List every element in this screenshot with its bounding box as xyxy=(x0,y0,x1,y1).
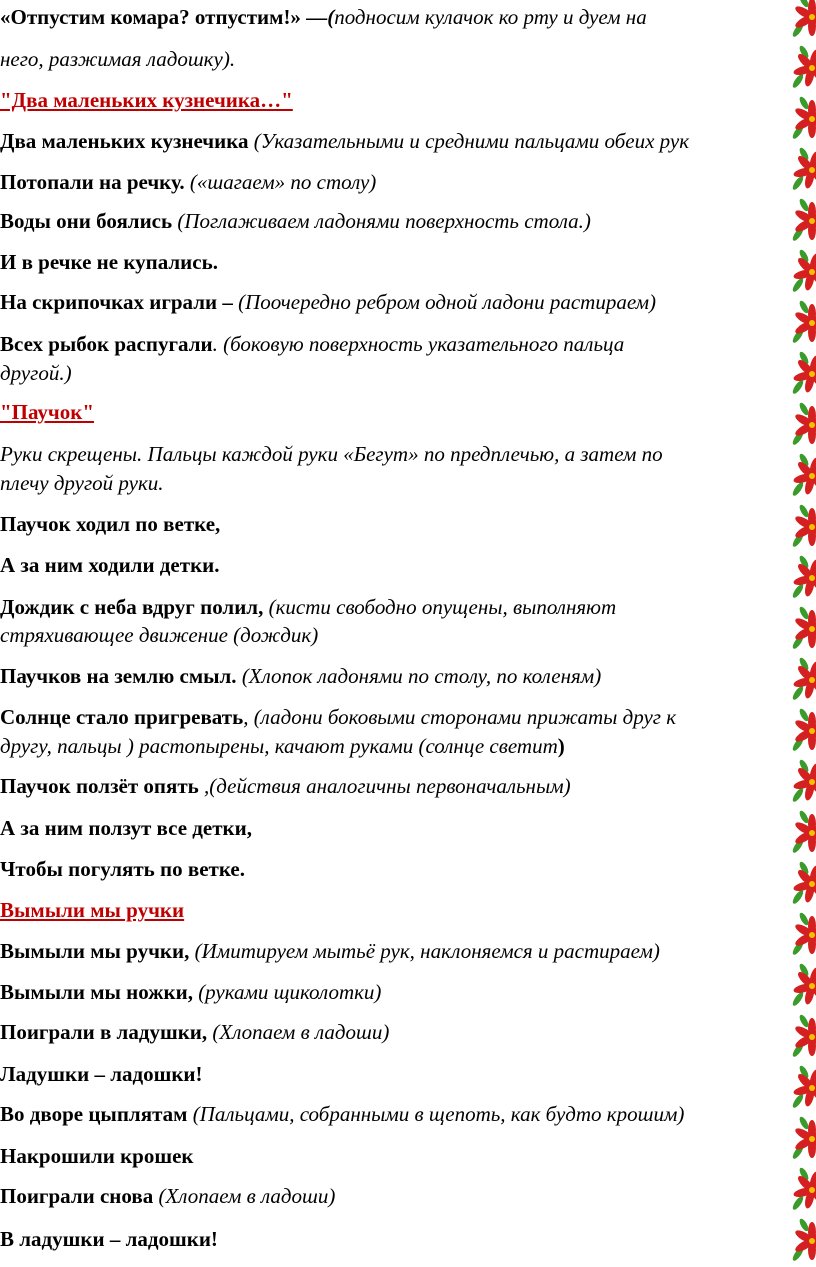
l3 xyxy=(0,167,800,197)
text-segment: А за ним ходили детки. xyxy=(0,553,220,577)
l16 xyxy=(0,854,800,884)
text-segment: И в речке не купались. xyxy=(0,250,218,274)
poinsettia-flower-icon xyxy=(790,1063,816,1113)
text-segment: «Отпустим комара? отпустим!» — xyxy=(0,5,328,29)
l20 xyxy=(0,1059,800,1089)
text-segment: В ладушки – ладошки! xyxy=(0,1227,218,1251)
text-segment: Паучков на землю смыл. xyxy=(0,664,242,688)
l1b xyxy=(0,44,800,74)
text-segment: Вымыли мы ручки xyxy=(0,898,185,922)
text-segment: Воды они боялись xyxy=(0,209,178,233)
text-segment: ( xyxy=(327,5,335,29)
poinsettia-flower-icon xyxy=(790,706,816,756)
l7a xyxy=(0,329,800,359)
text-segment: Поиграли снова xyxy=(0,1184,159,1208)
text-segment: (руками щиколотки) xyxy=(198,980,382,1004)
poinsettia-flower-icon xyxy=(790,910,816,960)
l22 xyxy=(0,1141,800,1171)
poinsettia-flower-icon xyxy=(790,1165,816,1215)
l19 xyxy=(0,1017,800,1047)
text-segment: подносим кулачок ко рту и дуем на xyxy=(334,5,647,29)
text-segment: Два маленьких кузнечика xyxy=(0,129,254,153)
text-segment: (Указательными и средними пальцами обеих рук xyxy=(253,129,690,153)
poinsettia-flower-icon xyxy=(790,859,816,909)
text-segment: , (ладони боковыми сторонами прижаты друг к xyxy=(243,705,677,729)
l14 xyxy=(0,771,800,801)
poinsettia-flower-icon xyxy=(790,502,816,552)
l13b xyxy=(0,731,800,761)
text-segment: (Пальцами, собранными в щепоть, как будто крошим) xyxy=(192,1102,685,1126)
text-segment: Поиграли в ладушки, xyxy=(0,1020,213,1044)
text-segment: Солнце стало пригревать xyxy=(0,705,244,729)
h3 xyxy=(0,895,800,925)
text-segment: Вымыли мы ножки, xyxy=(0,980,199,1004)
l21 xyxy=(0,1099,800,1129)
text-segment: (Хлопок ладонями по столу, по коленям) xyxy=(241,664,602,688)
poinsettia-flower-icon xyxy=(790,349,816,399)
text-segment: него, разжимая ладошку). xyxy=(0,47,236,71)
poinsettia-flower-icon xyxy=(790,196,816,246)
text-segment: стряхивающее движение (дождик) xyxy=(0,623,319,647)
poinsettia-flower-icon xyxy=(790,1012,816,1062)
text-segment: (Хлопаем в ладоши) xyxy=(158,1184,336,1208)
text-segment: "Два маленьких кузнечика…" xyxy=(0,88,293,112)
poinsettia-flower-icon xyxy=(790,43,816,93)
l12 xyxy=(0,661,800,691)
l6 xyxy=(0,287,800,317)
poinsettia-flower-icon xyxy=(790,808,816,858)
text-segment: . (боковую поверхность указательного пальца xyxy=(212,332,625,356)
l1a xyxy=(0,2,800,32)
text-segment: Паучок ходил по ветке, xyxy=(0,512,221,536)
text-segment: Чтобы погулять по ветке. xyxy=(0,857,245,881)
l11a xyxy=(0,592,800,622)
l15 xyxy=(0,813,800,843)
decorative-flower-border xyxy=(790,0,816,1267)
l13a xyxy=(0,702,800,732)
poinsettia-flower-icon xyxy=(790,604,816,654)
text-segment: Вымыли мы ручки, xyxy=(0,939,195,963)
text-segment: (кисти свободно опущены, выполняют xyxy=(268,595,617,619)
l24 xyxy=(0,1224,800,1254)
text-segment: (Имитируем мытьё рук, наклоняемся и растираем) xyxy=(194,939,660,963)
poinsettia-flower-icon xyxy=(790,400,816,450)
h2 xyxy=(0,397,800,427)
l9 xyxy=(0,509,800,539)
text-segment: Потопали на речку. xyxy=(0,170,190,194)
h1 xyxy=(0,85,800,115)
poinsettia-flower-icon xyxy=(790,1216,816,1266)
text-segment: (Хлопаем в ладоши) xyxy=(212,1020,390,1044)
poinsettia-flower-icon xyxy=(790,757,816,807)
l2 xyxy=(0,126,800,156)
l11b xyxy=(0,620,800,650)
text-segment: (Поочередно ребром одной ладони растираем) xyxy=(238,290,657,314)
l23 xyxy=(0,1181,800,1211)
poinsettia-flower-icon xyxy=(790,298,816,348)
text-segment: (Поглаживаем ладонями поверхность стола.) xyxy=(177,209,591,233)
text-segment: другой.) xyxy=(0,361,72,385)
text-segment: На скрипочках играли – xyxy=(0,290,239,314)
text-segment: ,(действия аналогичны первоначальным) xyxy=(204,774,571,798)
text-segment: («шагаем» по столу) xyxy=(189,170,377,194)
text-segment: А за ним ползут все детки, xyxy=(0,816,252,840)
poinsettia-flower-icon xyxy=(790,655,816,705)
l17 xyxy=(0,936,800,966)
text-segment: другу, пальцы ) растопырены, качают руками (солнце светит xyxy=(0,734,558,758)
text-segment: Руки скрещены. Пальцы каждой руки «Бегут» по предплечью, а затем по xyxy=(0,442,663,466)
text-segment: ) xyxy=(557,734,565,758)
l4 xyxy=(0,206,800,236)
text-segment: плечу другой руки. xyxy=(0,471,164,495)
l10 xyxy=(0,550,800,580)
poinsettia-flower-icon xyxy=(790,247,816,297)
text-segment: Паучок ползёт опять xyxy=(0,774,205,798)
l8b xyxy=(0,468,800,498)
poinsettia-flower-icon xyxy=(790,451,816,501)
text-segment: Ладушки – ладошки! xyxy=(0,1062,203,1086)
poinsettia-flower-icon xyxy=(790,1114,816,1164)
l8a xyxy=(0,439,800,469)
poinsettia-flower-icon xyxy=(790,0,816,42)
l18 xyxy=(0,977,800,1007)
poinsettia-flower-icon xyxy=(790,961,816,1011)
poinsettia-flower-icon xyxy=(790,94,816,144)
text-segment: Всех рыбок распугали xyxy=(0,332,213,356)
text-segment: Накрошили крошек xyxy=(0,1144,194,1168)
text-segment: "Паучок" xyxy=(0,400,95,424)
text-segment: Во дворе цыплятам xyxy=(0,1102,193,1126)
text-segment: Дождик с неба вдруг полил, xyxy=(0,595,269,619)
poinsettia-flower-icon xyxy=(790,145,816,195)
poinsettia-flower-icon xyxy=(790,553,816,603)
l5 xyxy=(0,247,800,277)
l7b xyxy=(0,358,800,388)
